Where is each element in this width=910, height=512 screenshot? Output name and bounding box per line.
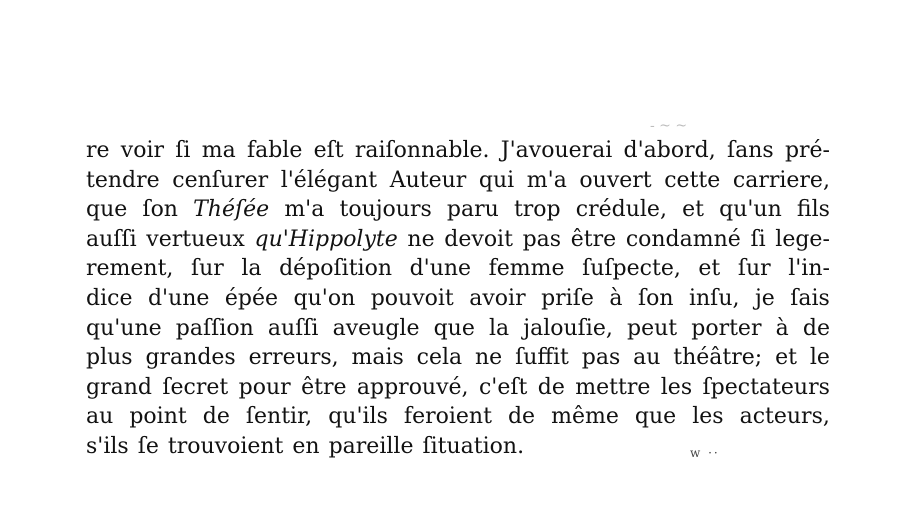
text-word: J'avouerai — [500, 138, 613, 163]
text-word: fable — [246, 138, 303, 163]
text-word: épée — [224, 285, 279, 311]
text-word: s'ils — [86, 433, 129, 459]
text-word: la — [241, 256, 262, 282]
text-word: fils — [796, 197, 830, 223]
text-word: ſecret — [162, 374, 229, 400]
text-word: de — [507, 404, 536, 430]
text-word: raiſonnable. — [354, 138, 490, 163]
text-word: qu'une — [86, 315, 162, 341]
body-paragraph — [86, 136, 830, 462]
text-word: re — [86, 138, 110, 163]
text-word: pré- — [784, 138, 830, 163]
text-word: de — [537, 374, 565, 400]
text-word: auſſi — [86, 226, 137, 252]
text-word: à — [775, 315, 789, 341]
text-word: lege- — [775, 226, 830, 252]
text-word: femme — [488, 256, 565, 282]
text-word: que — [86, 197, 128, 223]
text-word: ſais — [790, 285, 830, 311]
text-word: acteurs, — [739, 404, 830, 430]
text-word: de — [202, 404, 230, 430]
text-word: l'élégant — [280, 167, 378, 193]
text-line — [86, 136, 830, 166]
text-word: au — [633, 345, 661, 371]
text-line — [86, 195, 830, 225]
text-word: devoit — [444, 226, 513, 252]
text-word: pouvoit — [370, 285, 454, 311]
text-word: ſur — [737, 256, 771, 282]
text-line — [86, 166, 830, 196]
text-word: l'in- — [788, 256, 830, 282]
text-word: que — [634, 404, 677, 430]
text-word: trouvoient — [167, 433, 284, 459]
text-word: peut — [627, 315, 678, 341]
text-line — [86, 314, 830, 344]
text-word: qu'on — [293, 285, 356, 311]
text-word: ne — [475, 345, 503, 371]
text-word: ma — [201, 138, 236, 163]
text-word: trop — [513, 197, 561, 223]
text-word: eſt — [313, 138, 344, 163]
text-word: d'abord, — [623, 138, 716, 163]
text-word: les — [660, 374, 693, 400]
text-word: toujours — [339, 197, 432, 223]
text-line — [86, 254, 830, 284]
text-word: d'une — [147, 285, 210, 311]
text-word: c'eſt — [478, 374, 528, 400]
text-word: m'a — [284, 197, 325, 223]
text-word: plus — [86, 345, 133, 371]
text-word: même — [551, 404, 619, 430]
text-word: voir — [120, 138, 165, 163]
text-word: d'une — [409, 256, 472, 282]
text-word: inſu, — [688, 285, 740, 311]
text-word: ſon — [142, 197, 178, 223]
text-word: ſe — [137, 433, 159, 459]
text-word: aveugle — [332, 315, 420, 341]
text-word: Théſée — [193, 197, 270, 223]
text-word: le — [809, 345, 830, 371]
text-word: paſſion — [175, 315, 254, 341]
text-word: grand — [86, 374, 152, 400]
text-word: Auteur — [389, 167, 467, 193]
text-word: être — [301, 374, 347, 400]
text-word: rement, — [86, 256, 174, 282]
text-word: avoir — [469, 285, 526, 311]
text-word: ſans — [726, 138, 774, 163]
text-word: ſuſpecte, — [582, 256, 681, 282]
text-word: que — [433, 315, 475, 341]
text-line — [86, 284, 830, 314]
text-word: crédule, — [575, 197, 667, 223]
text-word: priſe — [541, 285, 594, 311]
text-word: auſſi — [267, 315, 319, 341]
text-word: jalouſie, — [523, 315, 613, 341]
text-word: ſpectateurs — [702, 374, 830, 400]
text-word: ſuffit — [515, 345, 569, 371]
text-word: vertueux — [146, 226, 245, 252]
text-word: je — [754, 285, 775, 311]
text-word: dépoſition — [279, 256, 392, 282]
text-word: qu'un — [719, 197, 782, 223]
text-word: et — [698, 256, 721, 282]
top-ink-mark: - ~ ~ — [650, 118, 688, 134]
text-word: les — [692, 404, 724, 430]
text-word: ouvert — [579, 167, 652, 193]
text-word: grandes — [145, 345, 236, 371]
text-word: point — [129, 404, 187, 430]
text-word: ſon — [637, 285, 674, 311]
text-word: au — [86, 404, 114, 430]
text-word: ſi — [750, 226, 766, 252]
text-word: ſi — [175, 138, 191, 163]
text-word: mettre — [575, 374, 651, 400]
text-word: cette — [664, 167, 721, 193]
text-word: erreurs, — [248, 345, 339, 371]
text-line — [86, 343, 830, 373]
text-word: approuvé, — [356, 374, 469, 400]
text-word: pour — [238, 374, 291, 400]
text-word: paru — [446, 197, 499, 223]
text-word: pareille — [328, 433, 414, 459]
bottom-ink-mark: w ·· — [690, 446, 720, 460]
text-word: et — [775, 345, 797, 371]
text-word: en — [292, 433, 320, 459]
text-word: qu'ils — [328, 404, 388, 430]
text-word: ne — [407, 226, 435, 252]
text-word: mais — [351, 345, 404, 371]
text-word: porter — [691, 315, 762, 341]
text-word: théâtre; — [673, 345, 763, 371]
text-line — [86, 402, 830, 432]
text-word: cenſurer — [172, 167, 269, 193]
text-word: qu'Hippolyte — [254, 226, 398, 252]
text-word: ſentir, — [245, 404, 313, 430]
text-word: de — [802, 315, 830, 341]
text-word: la — [489, 315, 510, 341]
text-word: cela — [416, 345, 463, 371]
text-word: dice — [86, 285, 133, 311]
text-word: et — [682, 197, 704, 223]
text-line — [86, 373, 830, 403]
text-line — [86, 225, 830, 255]
text-word: ſur — [190, 256, 224, 282]
text-word: qui — [478, 167, 515, 193]
text-word: tendre — [86, 167, 160, 193]
text-word: à — [609, 285, 623, 311]
text-word: m'a — [526, 167, 567, 193]
text-word: ſituation. — [422, 433, 525, 459]
text-word: être — [570, 226, 617, 252]
text-word: pas — [522, 226, 562, 252]
text-word: feroient — [403, 404, 492, 430]
text-word: carriere, — [732, 167, 830, 193]
text-word: pas — [581, 345, 621, 371]
text-word: condamné — [625, 226, 741, 252]
